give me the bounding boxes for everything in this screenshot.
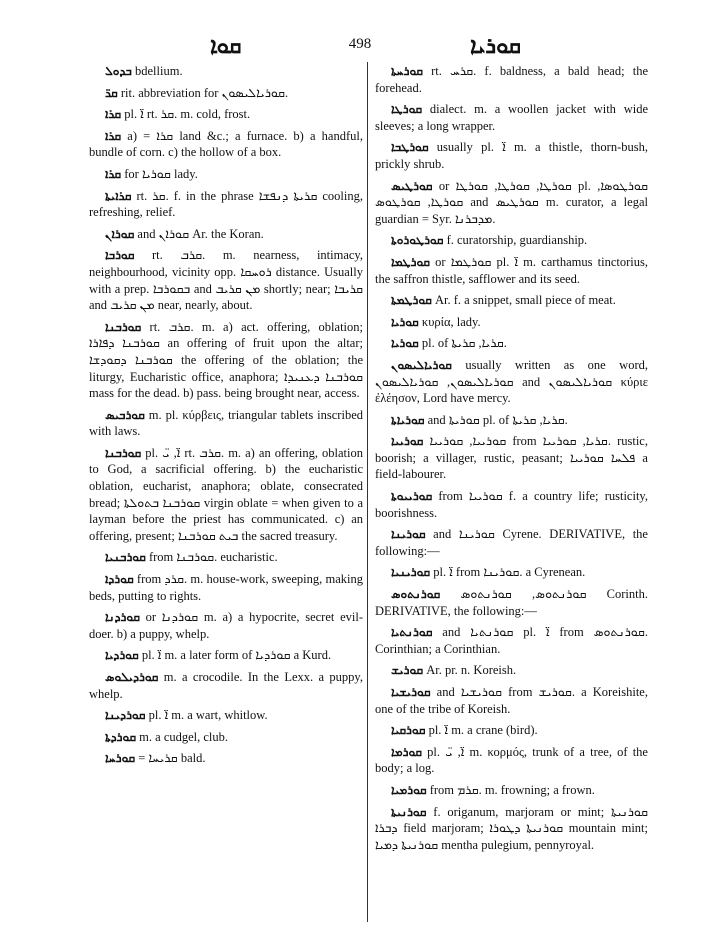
dictionary-entry <box>89 669 363 702</box>
dictionary-entry <box>375 314 648 331</box>
entry-definition: pl. ܐ̈ m. a crane (bird). <box>425 723 538 738</box>
dictionary-entry <box>375 564 648 581</box>
entry-definition: or ܩܘܪܛܐ, ܩܘܪܛܐ, ܩܘܪܛܐ pl. ܩܘܪܛܘܣܐ, ܩܘܪܛܐ, ܩܘܪܛܘܣ and ܩܘܪܛܝܣ m. curator, a legal guardian = Syr. ܡܕܒܪܢܐ. <box>375 178 648 226</box>
entry-definition: pl. ܐ̈, ܝ̈ m. κορμός, trunk of a tree, of the body; a log. <box>375 744 648 776</box>
entry-headword: ܩܘܪܝܐܬܐ <box>391 412 425 427</box>
entry-headword: ܩܘܪܝܐܠܝܣܘܢ <box>391 357 452 372</box>
dictionary-entry <box>89 319 363 402</box>
entry-definition: and ܩܘܪܢܬܝܐ pl. ܐ̈ from ܩܘܪܢܬܘܣ. Corinthian; a Corinthian. <box>375 625 648 656</box>
dictionary-entry <box>375 178 648 228</box>
entry-definition: ܩܘܪܝܝܐ, ܩܘܪܝܝܐ from ܩܪܝܐ, ܩܘܪܝܝܐ. rustic, boorish; a villager, rustic, peasant; ܦܠܚܐ ܩܘܪܝܝܐ a field-labourer. <box>375 434 648 482</box>
dictionary-entry <box>375 586 648 619</box>
dictionary-entry <box>89 247 363 313</box>
dictionary-entry <box>375 254 648 287</box>
entry-definition: rt. ܩܪܚ. f. baldness, a bald head; the forehead. <box>375 64 648 95</box>
dictionary-entry <box>375 684 648 717</box>
entry-headword: ܩܘܪܛܝܣ <box>391 178 433 193</box>
dictionary-entry <box>89 85 363 102</box>
entry-headword: ܩܘܪܛܡܐ <box>391 254 431 269</box>
dictionary-entry <box>375 526 648 559</box>
entry-headword: ܩܘܪܕܝܢܐ <box>105 708 146 723</box>
entry-definition: from ܩܪܡ. m. frowning; a frown. <box>426 782 595 797</box>
dictionary-entry <box>89 571 363 604</box>
dictionary-entry <box>375 744 648 777</box>
entry-definition: rt. ܩܪ. f. in the phrase ܩܪܝܬܐ ܕܢܦܫܐ cooling, refreshing, relief. <box>89 188 363 220</box>
entry-headword: ܩܘܪܛܒܐ <box>391 140 429 155</box>
dictionary-entry <box>89 609 363 642</box>
dictionary-entry <box>89 445 363 545</box>
entry-definition: rt. ܩܪܒ. m. nearness, intimacy, neighbourhood, vicinity opp. ܪܘܚܩܐ distance. Usually with a prep. ܒܩܘܪܒܐ and ܡܢ ܩܪܝܒ shortly; near; ܩܪܝܒܐ and ܡܢ ܩܪܝܒ near, nearly, about. <box>89 248 363 313</box>
dictionary-entry <box>375 488 648 521</box>
entry-headword: ܩܘܪܒܢܝܐ <box>105 550 146 565</box>
dictionary-entry <box>375 624 648 657</box>
entry-headword: ܩܘܪܕܬܐ <box>105 729 137 744</box>
entry-headword: ܩܘܪܒܝܣ <box>105 407 145 422</box>
entry-headword: ܩܘܪܚܐ <box>105 751 136 766</box>
entry-headword: ܩܘܪܐܢ <box>105 226 135 241</box>
entry-headword: ܩܪܐ <box>105 128 122 143</box>
right-column <box>375 63 648 858</box>
entry-definition: pl. ܐ̈ m. a wart, whitlow. <box>145 708 268 723</box>
entry-definition: Ar. f. a snippet, small piece of meat. <box>431 293 616 308</box>
entry-definition: = ܩܪܝܚܐ bald. <box>135 751 206 766</box>
entry-headword: ܩܘܪܢܬܘܣ <box>391 587 441 602</box>
dictionary-entry <box>89 128 363 161</box>
entry-definition: for ܩܘܪܝܐ lady. <box>121 166 198 181</box>
entry-definition: pl. ܐ̈, ܝ̈ rt. ܩܪܒ. m. a) an offering, oblation to God, a sacrificial offering. b) the eucharistic oblation, eucharist, anaphora; oblate, consecrated bread; ܩܘܪܒܢܐ ܒܬܘܠܬܐ virgin oblate = when given to a layman before the priest has communicated. c) an offering, present; ܒܝܬ ܩܘܪܒܢܐ the sacred treasury. <box>89 445 363 543</box>
dictionary-entry <box>375 232 648 249</box>
entry-headword: ܩܘܪܒܐ <box>105 248 135 263</box>
entry-definition: from ܩܪܕ. m. house-work, sweeping, making beds, putting to rights. <box>89 572 363 603</box>
entry-headword: ܩܪܐ <box>105 166 122 181</box>
dictionary-entry <box>89 63 363 80</box>
entry-definition: m. a crocodile. In the Lexx. a puppy, whelp. <box>89 670 363 701</box>
dictionary-entry <box>89 647 363 664</box>
entry-headword: ܩܘܪܢܬܝܐ <box>391 625 433 640</box>
dictionary-entry <box>89 106 363 123</box>
dictionary-entry <box>375 433 648 483</box>
running-header <box>0 34 704 59</box>
dictionary-entry <box>89 166 363 183</box>
entry-definition: and ܩܘܪܐܢ Ar. the Koran. <box>134 226 264 241</box>
entry-definition: from ܩܘܪܒܢܐ. eucharistic. <box>145 550 278 565</box>
entry-headword: ܩܘܪܕܐ <box>105 572 134 587</box>
entry-headword: ܩܘܪܡܐ <box>391 744 422 759</box>
dictionary-entry <box>375 412 648 429</box>
entry-definition: pl. ܐ̈ rt. ܩܪ. m. cold, frost. <box>121 107 251 122</box>
dictionary-entry <box>375 139 648 172</box>
entry-definition: m. pl. κύρβεις, triangular tablets inscribed with laws. <box>89 407 363 439</box>
entry-headword: ܩܘܪܢܝܬܐ <box>391 804 427 819</box>
entry-headword: ܩܪ̈ <box>105 85 118 100</box>
entry-definition: rit. abbreviation for ܩܘܪܝܐܠܝܣܘܢ. <box>117 85 289 100</box>
dictionary-entry <box>375 662 648 679</box>
entry-definition: and ܩܘܪܝܫܝܐ from ܩܘܪܝܫ. a Koreishite, one of the tribe of Koreish. <box>375 685 648 716</box>
entry-definition: usually pl. ܐ̈ m. a thistle, thorn-bush, prickly shrub. <box>375 140 648 171</box>
dictionary-entry <box>89 407 363 440</box>
dictionary-entry <box>375 335 648 352</box>
column-divider <box>367 62 368 922</box>
entry-definition: from ܩܘܪܝܝܐ f. a country life; rusticity, boorishness. <box>375 489 648 520</box>
entry-headword: ܩܘܪܝܐ <box>391 314 419 329</box>
entry-headword: ܩܘܪܕܢܐ <box>105 610 140 625</box>
dictionary-entry <box>89 707 363 724</box>
dictionary-entry <box>375 804 648 854</box>
entry-definition: dialect. m. a woollen jacket with wide sleeves; a long wrapper. <box>375 102 648 133</box>
dictionary-entry <box>375 63 648 96</box>
left-column <box>89 63 363 772</box>
page-number: 498 <box>348 36 372 52</box>
entry-headword: ܩܘܪܝܫܝܐ <box>391 685 431 699</box>
entry-definition: and ܩܘܪܝܢܐ Cyrene. DERIVATIVE, the following:— <box>375 527 648 558</box>
dictionary-entry <box>375 101 648 134</box>
entry-definition: a) = ܩܪܐ land &c.; a furnace. b) a handful, bundle of corn. c) the hollow of a box. <box>89 128 363 160</box>
entry-definition: ܩܘܪܢܬܘܣ, ܩܘܪܢܬܘܣ Corinth. DERIVATIVE, the following:— <box>375 587 649 618</box>
dictionary-entry <box>89 549 363 566</box>
dictionary-entry <box>89 226 363 243</box>
entry-headword: ܩܪܐܝܬܐ <box>105 188 132 203</box>
dictionary-entry <box>375 782 648 799</box>
dictionary-entry <box>89 729 363 746</box>
entry-definition: Ar. pr. n. Koreish. <box>423 663 517 678</box>
entry-headword: ܩܘܪܛܐ <box>391 102 423 117</box>
entry-headword: ܒܕܘܠ <box>105 64 132 78</box>
entry-definition: m. a cudgel, club. <box>136 729 229 744</box>
entry-definition: pl. of ܩܪܝܐ, ܩܪܝܬܐ. <box>418 336 507 351</box>
entry-headword: ܩܘܪܝܐ <box>391 336 419 351</box>
entry-headword: ܩܘܪܝܫ <box>391 663 424 678</box>
entry-headword: ܩܘܪܝܢܝܐ <box>391 565 431 580</box>
entry-definition: κυρία, lady. <box>418 314 481 329</box>
entry-headword: ܩܪܐ <box>105 107 122 122</box>
entry-headword: ܩܘܪܒܢܐ <box>105 319 142 334</box>
entry-definition: bdellium. <box>131 64 183 78</box>
dictionary-entry <box>89 750 363 767</box>
header-left-headword: ܩܘܐ <box>210 34 242 59</box>
entry-headword: ܩܘܪܝܝܘܬܐ <box>391 489 433 504</box>
entry-definition: rt. ܩܪܒ. m. a) act. offering, oblation; ܩܘܪܒܢܐ ܕܦܐܪܐ an offering of fruit upon the altar; ܩܘܪܒܢܐ ܕܩܘܕܫܐ the offering of the oblation; the liturgy, Eucharistic office, anaphora; ܩܘܪܒܢܐ ܕܥܢܝܕܐ mass for the dead. b) pass. being brought near, access. <box>89 319 364 401</box>
entry-headword: ܩܘܪܒܢܐ <box>105 445 142 460</box>
entry-definition: pl. ܐ̈ from ܩܘܪܝܢܐ. a Cyrenean. <box>430 565 586 580</box>
entry-definition: f. origanum, marjoram or mint; ܩܘܪܢܝܬܐ ܕܒܪܐ field marjoram; ܩܘܪܢܝܬܐ ܕܛܘܪܐ mountain mint; ܩܘܪܢܝܬܐ ܕܡܝܐ mentha pulegium, pennyroyal. <box>375 804 648 852</box>
dictionary-entry <box>375 722 648 739</box>
dictionary-entry <box>375 292 648 309</box>
dictionary-entry <box>375 357 648 407</box>
header-right-headword: ܩܘܪܝܐ <box>470 34 521 59</box>
entry-headword: ܩܘܪܚܬܐ <box>391 64 423 78</box>
entry-definition: and ܩܘܪܝܬܐ pl. of ܩܪܝܐ, ܩܪܝܬܐ. <box>424 412 568 427</box>
entry-definition: usually written as one word, ܩܘܪܝܐܠܝܣܘܢ, ܩܘܪܝܐܠܝܣܘܢ and ܩܘܪܝܐܠܝܣܘܢ κύριε ἐλέησον, Lord have mercy. <box>375 357 648 406</box>
entry-headword: ܩܘܪܕܝܠܘܣ <box>105 670 159 684</box>
entry-headword: ܩܘܪܛܡܬܐ <box>391 293 432 308</box>
entry-headword: ܩܘܪܛܘܪܘܬܐ <box>391 233 444 248</box>
entry-definition: pl. ܐ̈ m. a later form of ܩܘܪܕܝܐ a Kurd. <box>138 648 332 663</box>
entry-headword: ܩܘܪܝܢܐ <box>391 527 426 542</box>
entry-headword: ܩܘܪܝܝܐ <box>391 434 424 449</box>
entry-definition: or ܩܘܪܛܡܐ pl. ܐ̈ m. carthamus tinctorius, the saffron thistle, safflower and its seed. <box>375 254 648 286</box>
entry-headword: ܩܘܪܩܝܐ <box>391 723 426 738</box>
entry-definition: or ܩܘܪܕܢܐ m. a) a hypocrite, secret evil-doer. b) a puppy, whelp. <box>89 610 363 641</box>
entry-headword: ܩܘܪܡܝܐ <box>391 782 427 797</box>
dictionary-entry <box>89 188 363 221</box>
entry-headword: ܩܘܪܕܝܐ <box>105 648 139 663</box>
entry-definition: f. curatorship, guardianship. <box>443 233 588 248</box>
